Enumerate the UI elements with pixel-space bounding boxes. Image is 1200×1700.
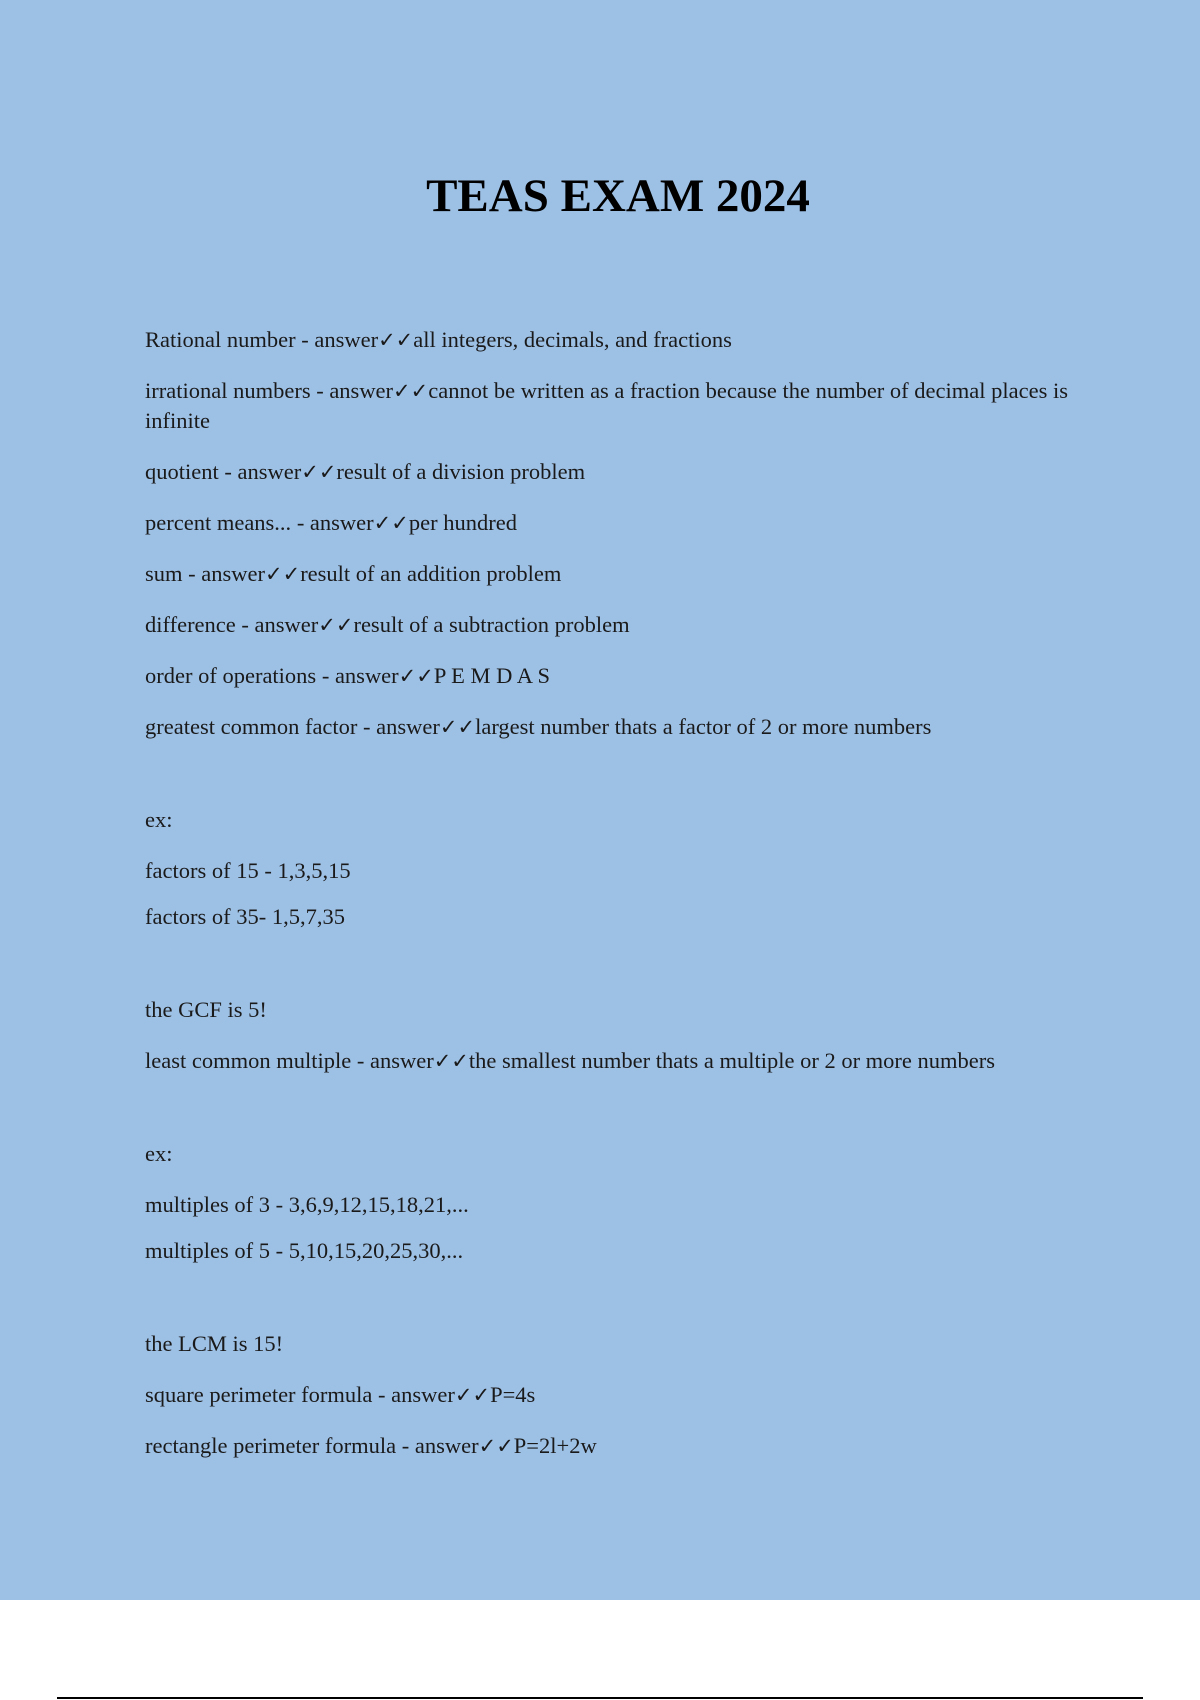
- qa-separator: - answer: [372, 1382, 455, 1407]
- qa-term: square perimeter formula: [145, 1382, 373, 1407]
- example-line: multiples of 3 - 3,6,9,12,15,18,21,...: [145, 1192, 469, 1217]
- check-mark-icon: ✓✓: [264, 562, 301, 586]
- check-mark-icon: ✓✓: [393, 379, 429, 403]
- qa-separator: - answer: [351, 1048, 434, 1073]
- check-mark-icon: ✓✓: [478, 1434, 514, 1458]
- qa-entry: [145, 508, 1075, 538]
- example-conclusion: the GCF is 5!: [145, 997, 267, 1022]
- qa-separator: - answer: [357, 714, 440, 739]
- qa-answer: result of a division problem: [336, 459, 586, 484]
- qa-separator: - answer: [235, 612, 319, 637]
- check-mark-icon: ✓✓: [373, 511, 409, 535]
- qa-entry: [145, 559, 1075, 589]
- qa-term: Rational number: [145, 327, 296, 352]
- qa-term: quotient: [145, 459, 219, 484]
- qa-answer: P=4s: [490, 1382, 536, 1407]
- qa-entry: [145, 325, 1075, 355]
- qa-entry: [145, 610, 1075, 640]
- example-label: ex:: [145, 1141, 173, 1166]
- qa-separator: - answer: [291, 510, 374, 535]
- qa-separator: - answer: [310, 378, 394, 403]
- qa-term: greatest common factor: [145, 714, 358, 739]
- qa-answer: cannot be written as a fraction because the number of decimal places is infinite: [145, 378, 1068, 433]
- check-mark-icon: ✓✓: [433, 1049, 469, 1073]
- qa-entry: [145, 1046, 1075, 1076]
- document-title: TEAS EXAM 2024: [426, 170, 810, 222]
- qa-separator: - answer: [295, 327, 379, 352]
- check-mark-icon: ✓✓: [439, 715, 476, 739]
- qa-separator: - answer: [316, 663, 399, 688]
- qa-answer: the smallest number thats a multiple or 2 or more numbers: [468, 1048, 996, 1073]
- qa-term: irrational numbers: [145, 378, 311, 403]
- qa-term: rectangle perimeter formula: [145, 1433, 397, 1458]
- check-mark-icon: ✓✓: [318, 613, 354, 637]
- footer-divider: [57, 1697, 1143, 1699]
- check-mark-icon: ✓✓: [378, 328, 414, 352]
- qa-term: difference: [145, 612, 236, 637]
- qa-entry: [145, 1431, 1075, 1461]
- qa-term: least common multiple: [145, 1048, 352, 1073]
- example-line: factors of 35- 1,5,7,35: [145, 904, 345, 929]
- example-conclusion: the LCM is 15!: [145, 1331, 284, 1356]
- qa-term: percent means...: [145, 510, 292, 535]
- qa-separator: - answer: [396, 1433, 479, 1458]
- qa-entry: [145, 661, 1075, 691]
- check-mark-icon: ✓✓: [301, 460, 337, 484]
- qa-answer: P=2l+2w: [513, 1433, 597, 1458]
- example-line: factors of 15 - 1,3,5,15: [145, 858, 351, 883]
- qa-entry: [145, 1380, 1075, 1410]
- example-line: multiples of 5 - 5,10,15,20,25,30,...: [145, 1238, 464, 1263]
- example-label: ex:: [145, 807, 173, 832]
- qa-entry: [145, 712, 1075, 742]
- check-mark-icon: ✓✓: [454, 1383, 491, 1407]
- qa-entry: [145, 376, 1075, 436]
- qa-term: order of operations: [145, 663, 317, 688]
- qa-term: sum: [145, 561, 183, 586]
- qa-separator: - answer: [218, 459, 302, 484]
- qa-entry: [145, 457, 1075, 487]
- qa-answer: all integers, decimals, and fractions: [413, 327, 732, 352]
- qa-answer: result of an addition problem: [300, 561, 562, 586]
- document-body: [145, 325, 1075, 1461]
- qa-answer: result of a subtraction problem: [353, 612, 630, 637]
- qa-separator: - answer: [182, 561, 265, 586]
- qa-answer: P E M D A S: [433, 663, 550, 688]
- qa-answer: per hundred: [408, 510, 517, 535]
- qa-answer: largest number thats a factor of 2 or more numbers: [475, 714, 932, 739]
- check-mark-icon: ✓✓: [398, 664, 434, 688]
